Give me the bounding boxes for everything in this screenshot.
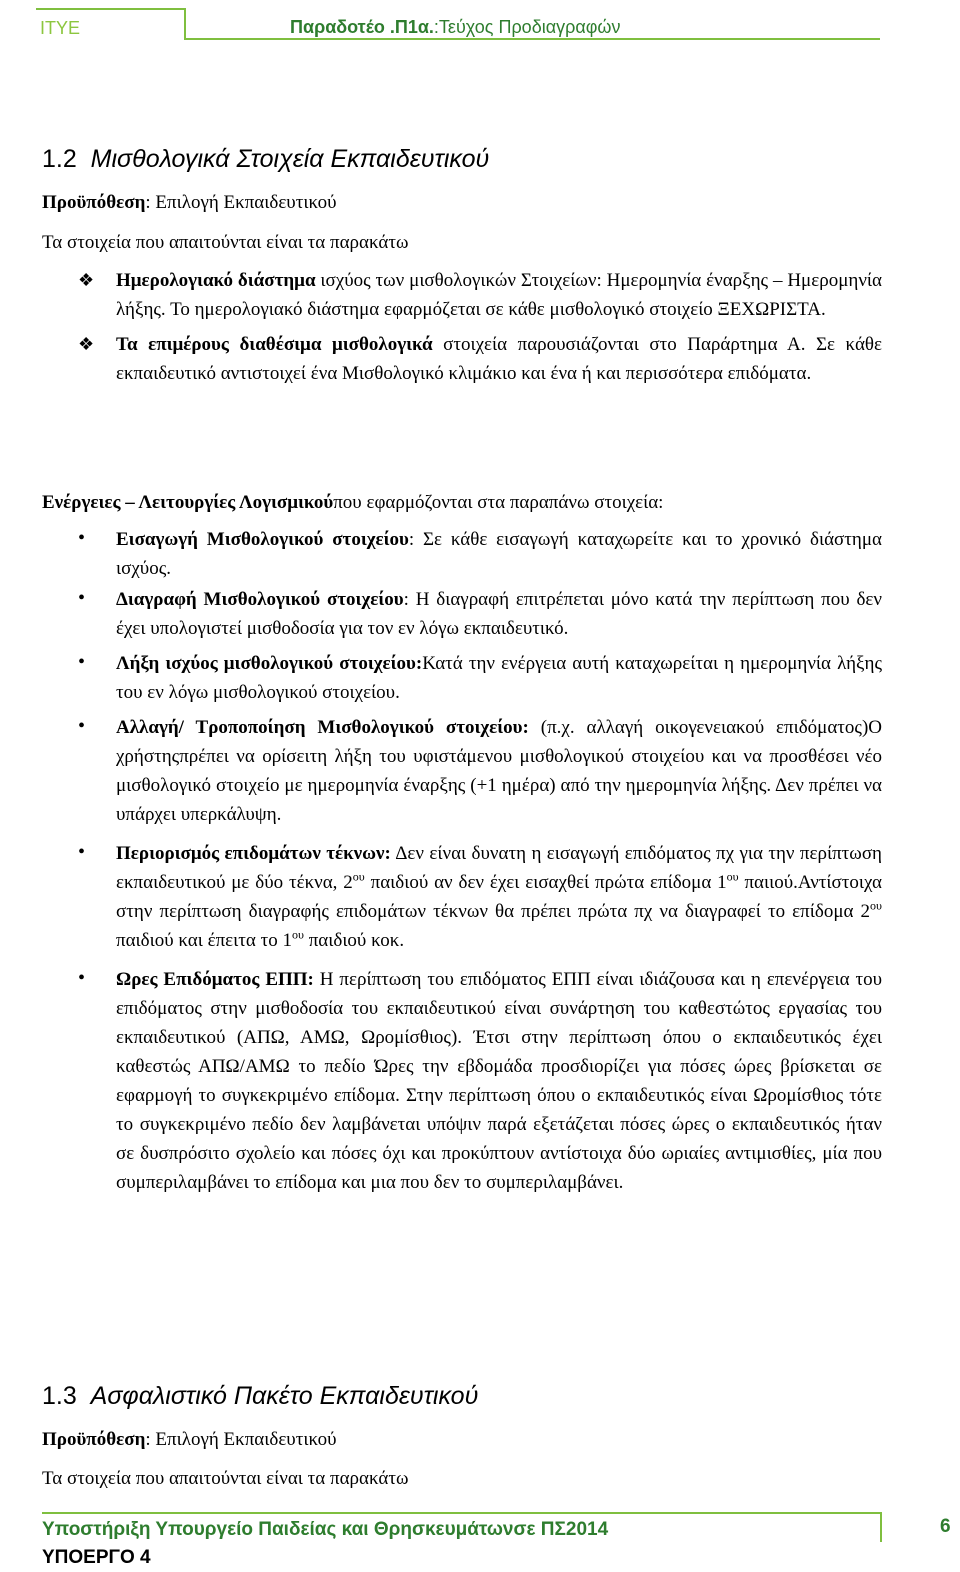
item-text: παιδιού κοκ. [303,930,405,951]
ordinal-sup: ου [870,898,882,913]
item-text: Δεν είναι δυνατη η εισαγωγή επιδόματος πχ για την περίπτωση εκπαιδευτικού με δύο τέκνα, 2 [116,843,882,893]
intro-text: Τα στοιχεία που απαιτούνται είναι τα παρακάτω [42,232,409,253]
bullet-icon: • [78,841,86,863]
list-item [78,649,882,707]
ordinal-sup: ου [352,869,365,884]
actions-list [78,525,882,1197]
item-text: : Σε κάθε εισαγωγή καταχωρείτε και το χρονικό διάστημα ισχύος. [116,529,883,579]
precondition [42,189,337,217]
list-item [78,585,882,643]
precondition-value: : Επιλογή Εκπαιδευτικού [145,192,337,213]
header-title-rest: :Τεύχος Προδιαγραφών [433,17,621,37]
item-bold: Ημερολογιακό διάστημα [116,270,316,291]
section-number: 1.2 [42,145,77,173]
page-number: 6 [940,1516,951,1537]
bullet-icon: • [78,651,86,673]
header-title-bold: Παραδοτέο .Π1α. [290,17,434,37]
item-text: παιδιού και έπειτα το 1 [116,930,292,951]
section-1-2-heading [42,145,489,174]
item-text: Κατά την ενέργεια αυτή καταχωρείται η ημερομηνία λήξης του εν λόγω μισθολογικού στοιχείου. [116,653,882,703]
section-title: Μισθολογικά Στοιχεία Εκπαιδευτικού [90,145,490,173]
actions-intro [42,489,663,517]
bullet-icon: • [78,527,86,549]
footer-line-1: Υποστήριξη Υπουργείο Παιδείας και Θρησκευμάτωνσε ΠΣ2014 [42,1519,609,1540]
list-item [78,839,882,955]
footer-text [42,1516,608,1572]
item-text: παιιού.Αντίστοιχα στην περίπτωση διαγραφής επιδομάτων τέκνων θα πρέπει πρώτα πχ να διαγραφεί το επίδομα 2 [116,872,883,922]
intro-text: Τα στοιχεία που απαιτούνται είναι τα παρακάτω [42,1468,409,1489]
precondition-label: Προϋπόθεση [42,192,146,213]
diamond-list [78,266,882,394]
footer-rule [42,1512,880,1514]
precondition-value: : Επιλογή Εκπαιδευτικού [145,1429,337,1450]
list-item [78,266,882,324]
footer-separator [880,1512,882,1542]
list-item [78,525,882,583]
item-bold: Λήξη ισχύος μισθολογικού στοιχείου: [116,653,423,674]
section-1-3-heading [42,1382,478,1411]
ordinal-sup: ου [726,869,739,884]
footer-line-2: ΥΠΟΕΡΓΟ 4 [42,1547,151,1568]
item-bold: Περιορισμός επιδομάτων τέκνων: [116,843,391,864]
bullet-icon: • [78,587,86,609]
section-title: Ασφαλιστικό Πακέτο Εκπαιδευτικού [90,1382,479,1410]
precondition [42,1426,337,1454]
item-text: ισχύος των μισθολογικών Στοιχείων: Ημερομηνία έναρξης – Ημερομηνία λήξης. Το ημερολογιακό διάστημα εφαρμόζεται σε κάθε μισθολογικό στοιχείο ΞΕΧΩΡΙΣΤΑ. [116,270,882,320]
list-item [78,965,882,1197]
diamond-bullet-icon: ❖ [78,334,95,354]
item-text: Η περίπτωση του επιδόματος ΕΠΠ είναι ιδιάζουσα και η επενέργεια του επιδόματος στην μισθοδοσία του εκπαιδευτικού είναι συνάρτηση του καθεστώτος εργασίας του εκπαιδευτικού (ΑΠΩ, ΑΜΩ, Ωρομίσθιος). Έτσι στην περίπτωση όπου ο εκπαιδευτικός έχει καθεστώς ΑΠΩ/ΑΜΩ το πεδίο Ώρες την εβδομάδα προσδιορίζει για πόσες ώρες βρίσκεται σε εφαρμογή το συγκεκριμένο επίδομα. Στην περίπτωση όπου ο εκπαιδευτικός είναι Ωρομίσθιος τότε το συγκεκριμένο πεδίο δεν λαμβάνεται υπόψιν παρά εξετάζεται πόσες ώρες ο εκπαιδευτικός ήταν σε δυσπρόσιτο σχολείο και πόσες όχι και προκύπτουν αντίστοιχα δύο ωριαίες αντιμισθίες, μία που συμπεριλαμβάνει το επίδομα και μια που δεν το συμπεριλαμβάνει. [116,969,882,1193]
header-rule [184,38,880,40]
item-text: : Η διαγραφή επιτρέπεται μόνο κατά την περίπτωση που δεν έχει υπολογιστεί μισθοδοσία για τον εν λόγω εκπαιδευτικό. [116,589,882,639]
actions-rest: που εφαρμόζονται στα παραπάνω στοιχεία: [333,492,664,513]
item-bold: Ωρες Επιδόματος ΕΠΠ: [116,969,314,990]
ordinal-sup: ου [292,927,304,942]
item-bold: Διαγραφή Μισθολογικού στοιχείου [116,589,404,610]
actions-label: Ενέργειες – Λειτουργίες Λογισμικού [42,492,334,513]
item-text: (π.χ. αλλαγή οικογενειακού επιδόματος)Ο χρήστηςπρέπει να ορίσειτη λήξη του υφιστάμενου μισθολογικού στοιχείου και να προσθέσει νέο μισθολογικό στοιχείο με ημερομηνία έναρξης (+1 ημέρα) από την ημερομηνία λήξης. Δεν πρέπει να υπάρχει υπερκάλυψη. [116,717,883,825]
bullet-icon: • [78,967,86,989]
item-text: παιδιού αν δεν έχει εισαχθεί πρώτα επίδομα 1 [364,872,727,893]
item-bold: Εισαγωγή Μισθολογικού στοιχείου [116,529,409,550]
diamond-bullet-icon: ❖ [78,270,95,290]
item-bold: Αλλαγή/ Τροποποίηση Μισθολογικού στοιχείου: [116,717,529,738]
header-title [290,17,621,38]
item-bold: Τα επιμέρους διαθέσιμα μισθολογικά [116,334,433,355]
list-item [78,330,882,388]
header-org: ΙΤΥΕ [40,18,81,38]
list-item [78,713,882,829]
precondition-label: Προϋπόθεση [42,1429,146,1450]
item-text: στοιχεία παρουσιάζονται στο Παράρτημα Α. Σε κάθε εκπαιδευτικό αντιστοιχεί ένα Μισθολογικό κλιμάκιο και ένα ή και περισσότερα επιδόματα. [116,334,882,384]
bullet-icon: • [78,715,86,737]
section-number: 1.3 [42,1382,77,1410]
